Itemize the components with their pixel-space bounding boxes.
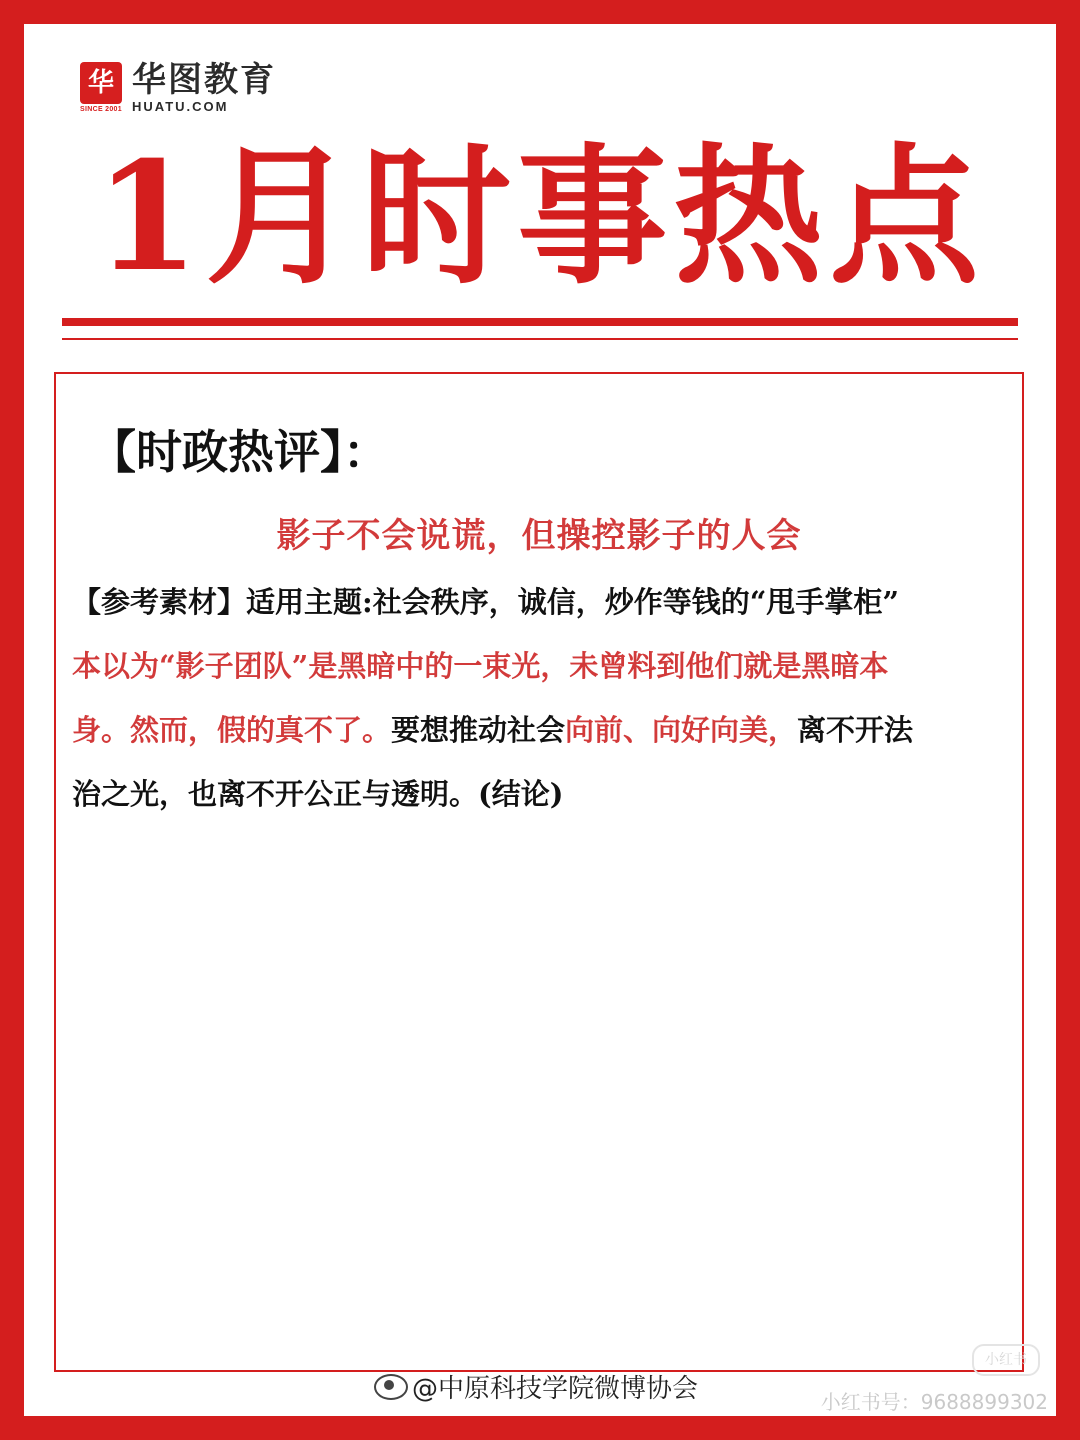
logo-emblem: 华 (80, 62, 122, 104)
body-line-3-red-b: 向前、向好向美， (565, 713, 798, 747)
body-text (72, 570, 1002, 826)
body-line-3 (72, 698, 1002, 762)
body-line-2: 本以为“影子团队”是黑暗中的一束光，未曾料到他们就是黑暗本 (72, 649, 889, 683)
weibo-icon (374, 1374, 408, 1400)
body-line-3-red-a: 身。然而，假的真不了。 (72, 713, 392, 747)
body-line-1: 【参考素材】适用主题:社会秩序，诚信，炒作等钱的“甩手掌柜” (72, 585, 900, 619)
body-line-3-black-b: 离不开法 (797, 713, 914, 747)
section-subtitle: 影子不会说谎，但操控影子的人会 (276, 516, 802, 556)
xiaohongshu-logo-watermark: 小红书 (972, 1344, 1040, 1376)
body-line-4: 治之光，也离不开公正与透明。(结论) (72, 777, 564, 811)
weibo-handle: @中原科技学院微博协会 (412, 1374, 699, 1404)
section-heading: 【时政热评】： (90, 425, 389, 479)
title-divider-thin (62, 338, 1018, 340)
logo-mark (80, 62, 122, 114)
xiaohongshu-id-watermark: 小红书号：9688899302 (820, 1390, 1048, 1414)
logo-wordmark (132, 60, 276, 114)
logo-name-cn: 华图教育 (132, 60, 276, 100)
content-box (54, 372, 1024, 1372)
logo-name-en: HUATU.COM (132, 99, 229, 114)
logo-since-text: SINCE 2001 (80, 106, 122, 113)
huatu-logo (80, 62, 276, 114)
title-divider-thick (62, 318, 1018, 326)
weibo-watermark (374, 1368, 698, 1405)
body-line-3-black-a: 要想推动社会 (391, 713, 566, 747)
page-title: 1月时事热点 (94, 129, 986, 305)
poster-page (24, 24, 1056, 1416)
